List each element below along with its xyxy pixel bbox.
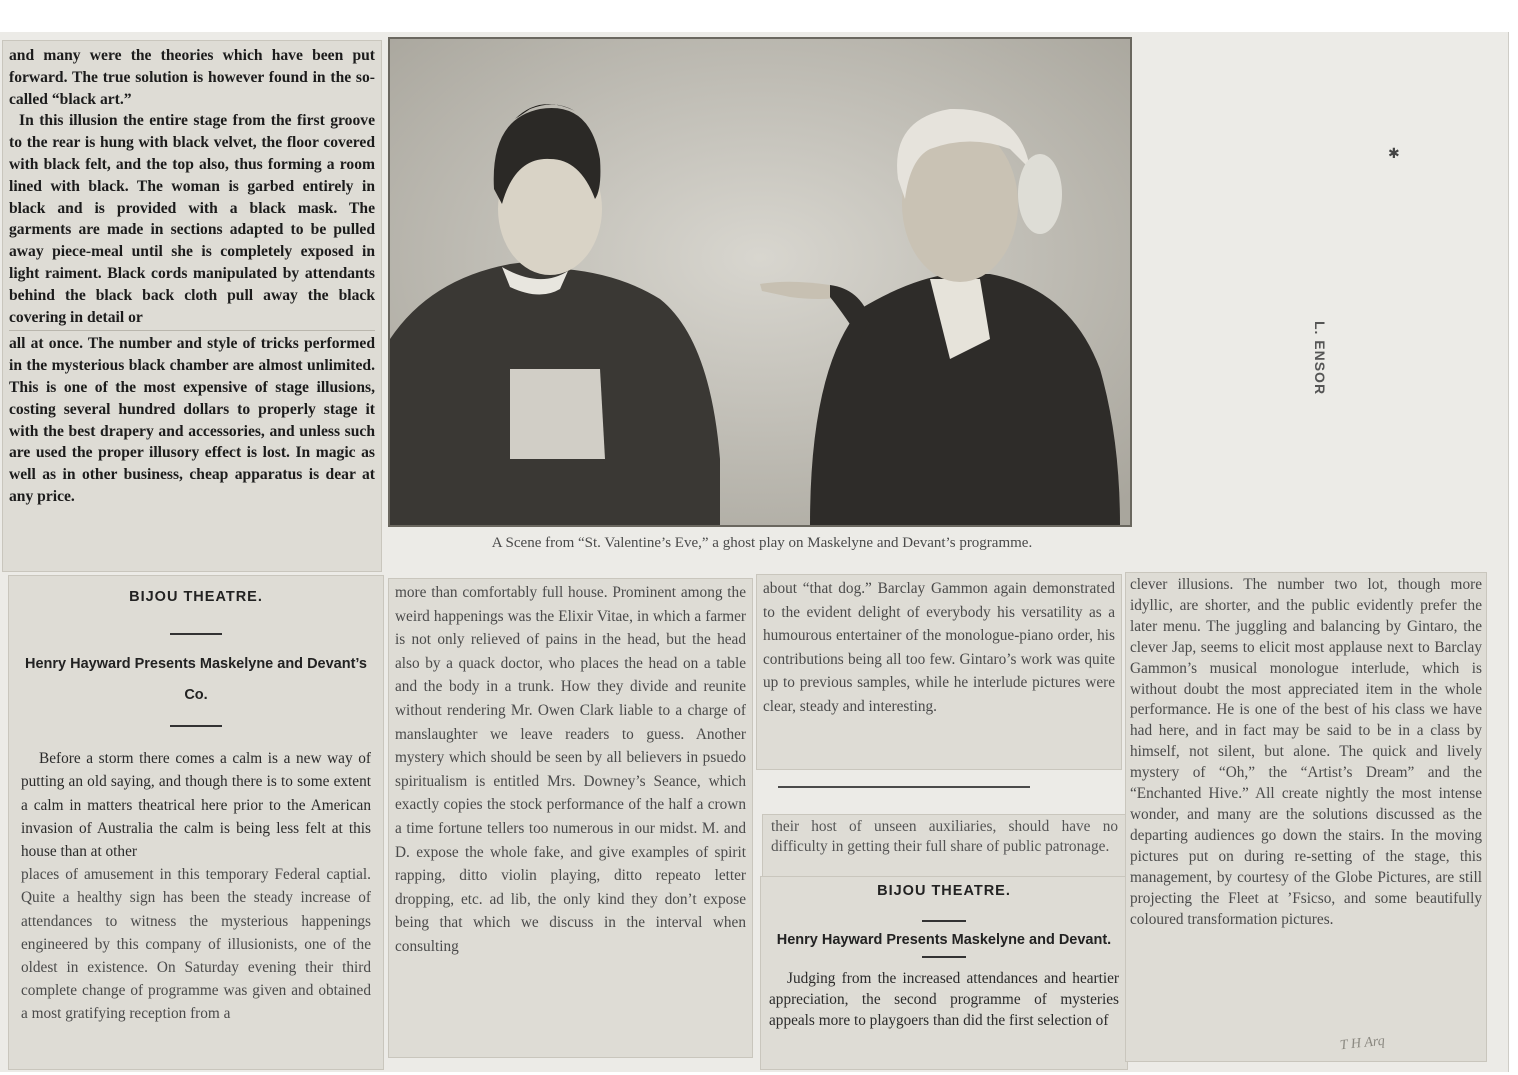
article-column-3-text: about “that dog.” Barclay Gammon again demonstrated to the evident delight of everybody his versatility as a humourous entertainer of the monologue-piano order, his contributions being all too few. Gintaro’s work was quite up to previous samples, while he interlude pictures were clear, steady and interesting.: [763, 580, 1115, 715]
article-2-title: BIJOU THEATRE.: [877, 883, 1011, 899]
photo-caption: A Scene from “St. Valentine’s Eve,” a ghost play on Maskelyne and Devant’s programme.: [491, 535, 1033, 551]
article-title: BIJOU THEATRE.: [129, 589, 263, 605]
article-column-3: [756, 574, 1122, 770]
article-2-title-rule: [922, 920, 966, 922]
article-2-subtitle-rule: [922, 956, 966, 958]
article-2-column-2: [1125, 572, 1487, 1062]
paragraph-2: In this illusion the entire stage from the first groove to the rear is hung with black velvet, the floor covered with black felt, and the top also, thus forming a room lined with black. The woman is garbed entirely in black and is provided with a black mask. The garments are made in sections adapted to be pulled away piece-meal until she is completely exposed in light raiment. Black cords manipulated by attendants behind the black back cloth pull away the black covering in detail or: [9, 112, 375, 326]
bijou-theatre-article-2: [760, 876, 1128, 1070]
article-column-2: [388, 578, 753, 1058]
article-continued: [762, 814, 1127, 878]
article-2-column-2-text: clever illusions. The number two lot, though more idyllic, are shorter, and the public evidently prefer the later menu. The juggling and balancing by Gintaro, the clever Jap, seems to elicit most applause next to Barclay Gammon’s musical monologue interlude, which is without doubt the most appreciated item in the whole performance. He is one of the best of his class we have had here, and in fact may be said to be in a class by himself, not silent, but alone. The quick and lively mystery of “Oh,” the “Artist’s Dream” and the “Enchanted Hive.” All create nightly the most intense wonder, and many are the solutions discussed as the departing audiences go down the stairs. In the moving pictures put on during re-setting of the stage, this management, by courtesy of the Globe Pictures, are still projecting the Fleet at ’Fsicso, and some beautifully coloured transformation pictures.: [1130, 576, 1482, 928]
owner-stamp: L. ENSOR: [1312, 320, 1329, 396]
bijou-theatre-article: [8, 575, 384, 1070]
black-art-clipping: [2, 40, 382, 572]
photo-illustration: [390, 39, 1130, 525]
photo-st-valentines-eve: [388, 37, 1132, 527]
corner-mark: ✱: [1388, 147, 1400, 162]
title-rule: [170, 633, 222, 635]
article-column-2-text: more than comfortably full house. Prominent among the weird happenings was the Elixir Vitae, in which a farmer is not only relieved of pains in the head, but the head also by a quack doctor, who places the head on a table and the body in a trunk. How they divide and reunite without rendering Mr. Owen Clark liable to a charge of manslaughter we leave readers to guess. Another mystery which should be seen by all believers in psuedo spiritualism is entitled Mrs. Downey’s Seance, which exactly copies the stock performance of the half a crown a time fortune tellers too numerous in our midst. M. and D. expose the whole fake, and give examples of spirit rapping, ditto violin playing, ditto repeato letter dropping, etc. ad lib, the only kind they don’t expose being that which we discuss in the interval when consulting: [395, 584, 746, 955]
article-paragraph-2: places of amusement in this temporary Federal captial. Quite a healthy sign has been the steady increase of attendances to witness the mysterious happenings engineered by this company of illusionists, one of the oldest in existence. On Saturday evening their third complete change of programme was given and obtained a most gratifying reception from a: [21, 866, 371, 1023]
article-end-rule: [778, 786, 1030, 788]
pencil-note: T H Arq: [1339, 1033, 1386, 1054]
paragraph-3: all at once. The number and style of tricks performed in the mysterious black chamber are almost unlimited. This is one of the most expensive of stage illusions, costing several hundred dollars to properly stage it with the best drapery and accessories, and unless such are used the proper illusory effect is lost. In magic as well as in other business, cheap apparatus is dear at any price.: [9, 335, 375, 505]
paragraph-1: and many were the theories which have been put forward. The true solution is however found in the so-called “black art.”: [9, 47, 375, 108]
article-paragraph-1: Before a storm there comes a calm is a new way of putting an old saying, and though there is to some extent a calm in matters theatrical here prior to the American invasion of Australia the calm is being less felt at this house than at other: [21, 750, 371, 861]
subtitle-rule: [170, 725, 222, 727]
article-continued-text: their host of unseen auxiliaries, should have no difficulty in getting their full share of public patronage.: [771, 818, 1118, 855]
article-subtitle: Henry Hayward Presents Maskelyne and Devant’s Co.: [25, 656, 367, 704]
clipping-divider: [9, 330, 375, 331]
article-2-paragraph: Judging from the increased attendances and heartier appreciation, the second programme of mysteries appeals more to playgoers than did the first selection of: [769, 970, 1119, 1029]
article-2-subtitle: Henry Hayward Presents Maskelyne and Devant.: [776, 932, 1112, 948]
